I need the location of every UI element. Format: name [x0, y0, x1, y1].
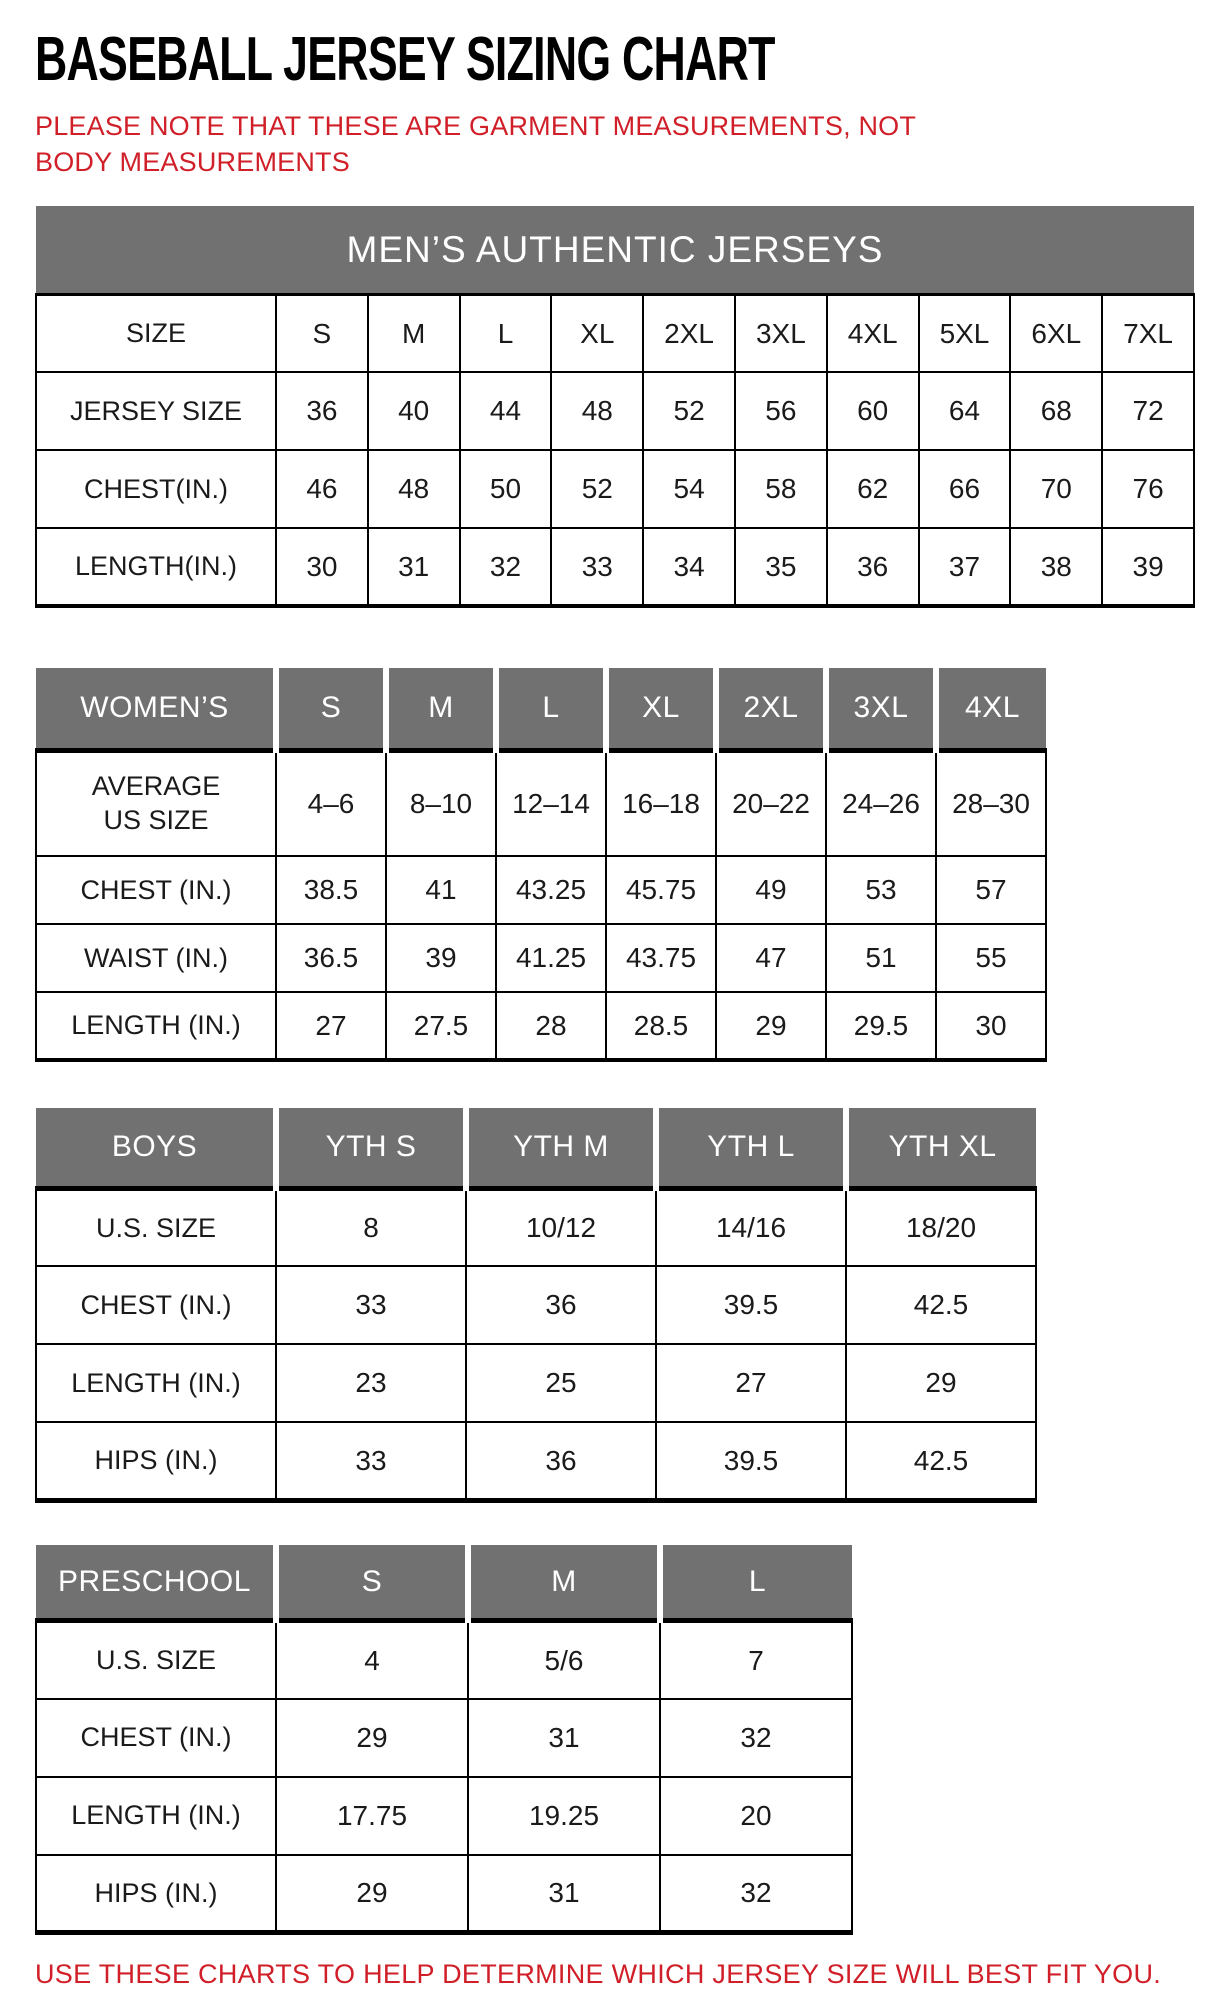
value-cell: 5XL — [919, 294, 1011, 372]
value-cell: 62 — [827, 450, 919, 528]
value-cell: M — [368, 294, 460, 372]
column-header: L — [496, 668, 606, 750]
value-cell: 27 — [276, 992, 386, 1060]
value-cell: 6XL — [1010, 294, 1102, 372]
column-header: S — [276, 668, 386, 750]
value-cell: 4–6 — [276, 750, 386, 856]
table-row — [36, 372, 1194, 450]
value-cell: 31 — [468, 1699, 660, 1777]
row-label: U.S. SIZE — [36, 1188, 276, 1266]
value-cell: 36 — [466, 1266, 656, 1344]
value-cell: 33 — [276, 1266, 466, 1344]
value-cell: 28.5 — [606, 992, 716, 1060]
value-cell: 4 — [276, 1621, 468, 1699]
value-cell: 24–26 — [826, 750, 936, 856]
column-header: 3XL — [826, 668, 936, 750]
value-cell: 52 — [551, 450, 643, 528]
table-row — [36, 750, 1046, 856]
row-label: LENGTH(IN.) — [36, 528, 276, 606]
column-header: M — [468, 1545, 660, 1621]
value-cell: 49 — [716, 856, 826, 924]
value-cell: 5/6 — [468, 1621, 660, 1699]
row-label: CHEST (IN.) — [36, 856, 276, 924]
value-cell: 32 — [460, 528, 552, 606]
value-cell: 72 — [1102, 372, 1194, 450]
value-cell: 52 — [643, 372, 735, 450]
value-cell: 41 — [386, 856, 496, 924]
table-row — [36, 992, 1046, 1060]
value-cell: 36 — [827, 528, 919, 606]
table-row — [36, 528, 1194, 606]
value-cell: 19.25 — [468, 1777, 660, 1855]
value-cell: 30 — [276, 528, 368, 606]
column-header: XL — [606, 668, 716, 750]
column-header: S — [276, 1545, 468, 1621]
value-cell: 41.25 — [496, 924, 606, 992]
value-cell: 32 — [660, 1855, 852, 1933]
row-label: WAIST (IN.) — [36, 924, 276, 992]
row-label: CHEST (IN.) — [36, 1266, 276, 1344]
value-cell: 76 — [1102, 450, 1194, 528]
value-cell: 27 — [656, 1344, 846, 1422]
row-label: HIPS (IN.) — [36, 1855, 276, 1933]
value-cell: 56 — [735, 372, 827, 450]
row-label: LENGTH (IN.) — [36, 992, 276, 1060]
table-row — [36, 1188, 1036, 1266]
value-cell: 35 — [735, 528, 827, 606]
value-cell: 68 — [1010, 372, 1102, 450]
table-row — [36, 1266, 1036, 1344]
value-cell: 36 — [466, 1422, 656, 1500]
value-cell: 27.5 — [386, 992, 496, 1060]
table-row — [36, 924, 1046, 992]
value-cell: 54 — [643, 450, 735, 528]
row-label: CHEST(IN.) — [36, 450, 276, 528]
value-cell: 29 — [276, 1699, 468, 1777]
value-cell: 8 — [276, 1188, 466, 1266]
value-cell: 31 — [468, 1855, 660, 1933]
value-cell: 20 — [660, 1777, 852, 1855]
value-cell: 60 — [827, 372, 919, 450]
table-group-label: BOYS — [36, 1108, 276, 1188]
value-cell: 48 — [551, 372, 643, 450]
row-label: AVERAGE US SIZE — [36, 750, 276, 856]
value-cell: 36 — [276, 372, 368, 450]
womens-sizing-table — [35, 668, 1047, 1062]
value-cell: 55 — [936, 924, 1046, 992]
row-label: JERSEY SIZE — [36, 372, 276, 450]
row-label: LENGTH (IN.) — [36, 1777, 276, 1855]
value-cell: 70 — [1010, 450, 1102, 528]
mens-sizing-table — [35, 206, 1195, 608]
value-cell: 45.75 — [606, 856, 716, 924]
value-cell: 39.5 — [656, 1422, 846, 1500]
value-cell: 16–18 — [606, 750, 716, 856]
value-cell: 29 — [846, 1344, 1036, 1422]
table-row — [36, 450, 1194, 528]
row-label: U.S. SIZE — [36, 1621, 276, 1699]
value-cell: 38 — [1010, 528, 1102, 606]
value-cell: 44 — [460, 372, 552, 450]
value-cell: 64 — [919, 372, 1011, 450]
column-header: L — [660, 1545, 852, 1621]
value-cell: 53 — [826, 856, 936, 924]
value-cell: 4XL — [827, 294, 919, 372]
table-row — [36, 1699, 852, 1777]
value-cell: 7 — [660, 1621, 852, 1699]
column-header: 4XL — [936, 668, 1046, 750]
value-cell: 28 — [496, 992, 606, 1060]
value-cell: 39 — [1102, 528, 1194, 606]
value-cell: L — [460, 294, 552, 372]
value-cell: 36.5 — [276, 924, 386, 992]
table-row — [36, 1855, 852, 1933]
value-cell: 20–22 — [716, 750, 826, 856]
value-cell: 28–30 — [936, 750, 1046, 856]
value-cell: 8–10 — [386, 750, 496, 856]
column-header: 2XL — [716, 668, 826, 750]
value-cell: 10/12 — [466, 1188, 656, 1266]
value-cell: 17.75 — [276, 1777, 468, 1855]
value-cell: 50 — [460, 450, 552, 528]
value-cell: 48 — [368, 450, 460, 528]
value-cell: 29 — [716, 992, 826, 1060]
table-row — [36, 1621, 852, 1699]
value-cell: 58 — [735, 450, 827, 528]
column-header: YTH XL — [846, 1108, 1036, 1188]
value-cell: 43.25 — [496, 856, 606, 924]
preschool-sizing-table — [35, 1545, 853, 1936]
table-row — [36, 1777, 852, 1855]
value-cell: 23 — [276, 1344, 466, 1422]
value-cell: 3XL — [735, 294, 827, 372]
value-cell: 31 — [368, 528, 460, 606]
value-cell: 42.5 — [846, 1422, 1036, 1500]
value-cell: 57 — [936, 856, 1046, 924]
table-row — [36, 1344, 1036, 1422]
value-cell: 33 — [276, 1422, 466, 1500]
value-cell: 25 — [466, 1344, 656, 1422]
value-cell: XL — [551, 294, 643, 372]
value-cell: 18/20 — [846, 1188, 1036, 1266]
value-cell: 32 — [660, 1699, 852, 1777]
value-cell: 39 — [386, 924, 496, 992]
column-header: YTH M — [466, 1108, 656, 1188]
value-cell: 37 — [919, 528, 1011, 606]
value-cell: 39.5 — [656, 1266, 846, 1344]
table-group-label: PRESCHOOL — [36, 1545, 276, 1621]
value-cell: 66 — [919, 450, 1011, 528]
value-cell: 34 — [643, 528, 735, 606]
fit-advice-footer: USE THESE CHARTS TO HELP DETERMINE WHICH JERSEY SIZE WILL BEST FIT YOU. — [35, 1959, 1162, 1990]
page-title-text: BASEBALL JERSEY SIZING CHART — [35, 25, 775, 94]
value-cell: 12–14 — [496, 750, 606, 856]
row-label: LENGTH (IN.) — [36, 1344, 276, 1422]
table-row — [36, 1422, 1036, 1500]
value-cell: 33 — [551, 528, 643, 606]
row-label: CHEST (IN.) — [36, 1699, 276, 1777]
value-cell: 46 — [276, 450, 368, 528]
row-label: SIZE — [36, 294, 276, 372]
column-header: YTH L — [656, 1108, 846, 1188]
value-cell: 40 — [368, 372, 460, 450]
row-label: HIPS (IN.) — [36, 1422, 276, 1500]
value-cell: 38.5 — [276, 856, 386, 924]
column-header: YTH S — [276, 1108, 466, 1188]
value-cell: 42.5 — [846, 1266, 1036, 1344]
table-group-label: WOMEN’S — [36, 668, 276, 750]
value-cell: 2XL — [643, 294, 735, 372]
table-band-title: MEN’S AUTHENTIC JERSEYS — [36, 206, 1194, 294]
value-cell: 47 — [716, 924, 826, 992]
table-row — [36, 294, 1194, 372]
value-cell: 29 — [276, 1855, 468, 1933]
value-cell: 43.75 — [606, 924, 716, 992]
value-cell: 29.5 — [826, 992, 936, 1060]
table-row — [36, 856, 1046, 924]
value-cell: 7XL — [1102, 294, 1194, 372]
page-title — [35, 24, 1193, 95]
value-cell: 14/16 — [656, 1188, 846, 1266]
value-cell: 51 — [826, 924, 936, 992]
garment-measurement-note: PLEASE NOTE THAT THESE ARE GARMENT MEASUREMENTS, NOT BODY MEASUREMENTS — [35, 111, 916, 177]
boys-sizing-table — [35, 1108, 1037, 1503]
value-cell: 30 — [936, 992, 1046, 1060]
column-header: M — [386, 668, 496, 750]
value-cell: S — [276, 294, 368, 372]
